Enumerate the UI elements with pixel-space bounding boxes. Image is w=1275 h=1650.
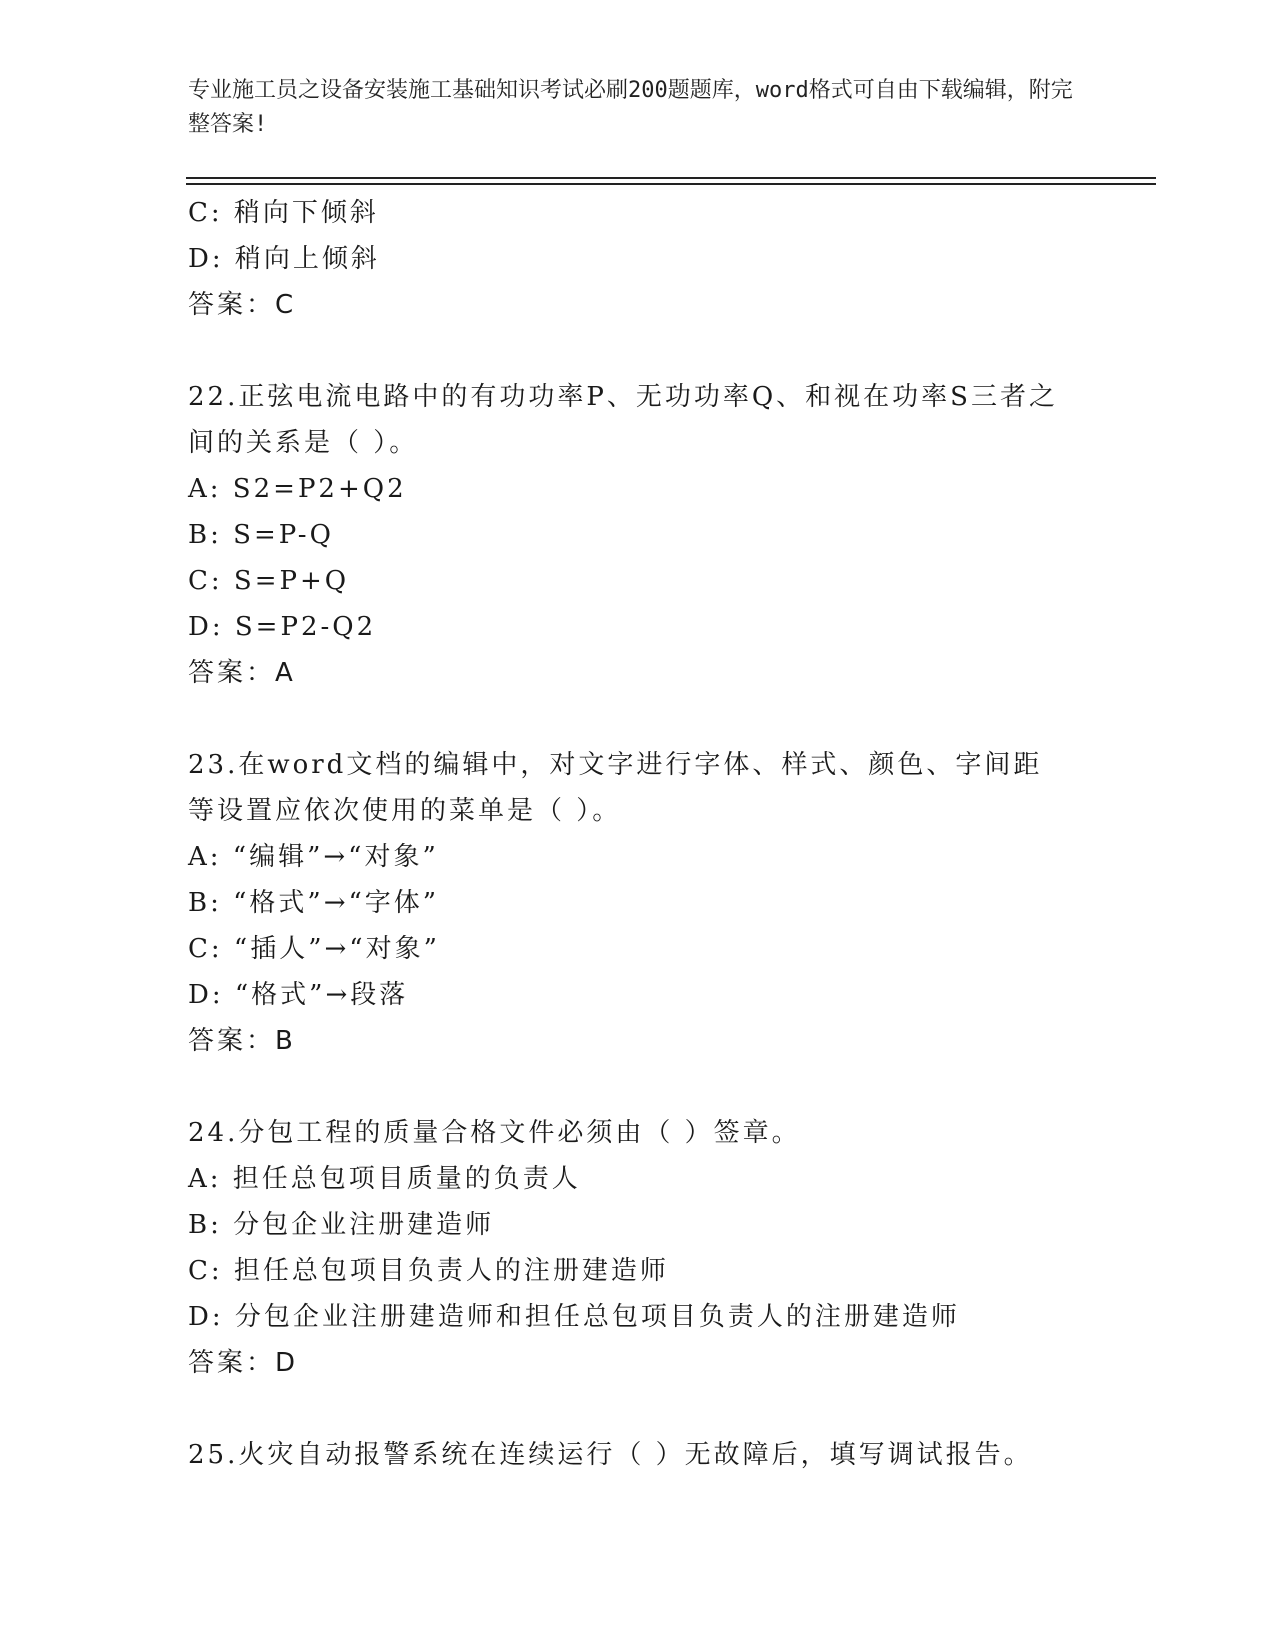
spacer <box>188 1064 1088 1110</box>
option-c: C: 担任总包项目负责人的注册建造师 <box>188 1256 669 1286</box>
option-c: C: 稍向下倾斜 <box>188 198 379 228</box>
option-a: A: S2=P2+Q2 <box>188 474 407 504</box>
header-rule-bottom <box>186 183 1156 185</box>
header-rule-top <box>186 177 1156 179</box>
answer-line: 答案：D <box>188 1348 299 1378</box>
document-header: 专业施工员之设备安装施工基础知识考试必刷200题题库，word格式可自由下载编辑，附完整答案! <box>188 78 1073 137</box>
spacer <box>188 1386 1088 1432</box>
spacer <box>188 696 1088 742</box>
question-text: 25.火灾自动报警系统在连续运行（ ）无故障后，填写调试报告。 <box>188 1440 1033 1470</box>
option-d: D: 稍向上倾斜 <box>188 244 380 274</box>
option-d: D: 分包企业注册建造师和担任总包项目负责人的注册建造师 <box>188 1302 960 1332</box>
option-d: D: “格式”→段落 <box>188 980 409 1010</box>
option-c: C: S=P+Q <box>188 566 350 596</box>
answer-line: 答案：B <box>188 1026 296 1056</box>
question-text: 22.正弦电流电路中的有功功率P、无功功率Q、和视在功率S三者之间的关系是（ ）。 <box>188 382 1058 458</box>
question-text: 23.在word文档的编辑中，对文字进行字体、样式、颜色、字间距等设置应依次使用的菜单是（ ）。 <box>188 750 1043 826</box>
question-text: 24.分包工程的质量合格文件必须由（ ）签章。 <box>188 1118 801 1148</box>
option-b: B: 分包企业注册建造师 <box>188 1210 495 1240</box>
spacer <box>188 328 1088 374</box>
answer-line: 答案：A <box>188 658 296 688</box>
option-a: A: 担任总包项目质量的负责人 <box>188 1164 581 1194</box>
option-d: D: S=P2-Q2 <box>188 612 377 642</box>
option-b: B: “格式”→“字体” <box>188 888 440 918</box>
option-b: B: S=P-Q <box>188 520 334 550</box>
question-content <box>188 190 1088 1478</box>
option-a: A: “编辑”→“对象” <box>188 842 439 872</box>
answer-line: 答案：C <box>188 290 297 320</box>
option-c: C: “插人”→“对象” <box>188 934 440 964</box>
